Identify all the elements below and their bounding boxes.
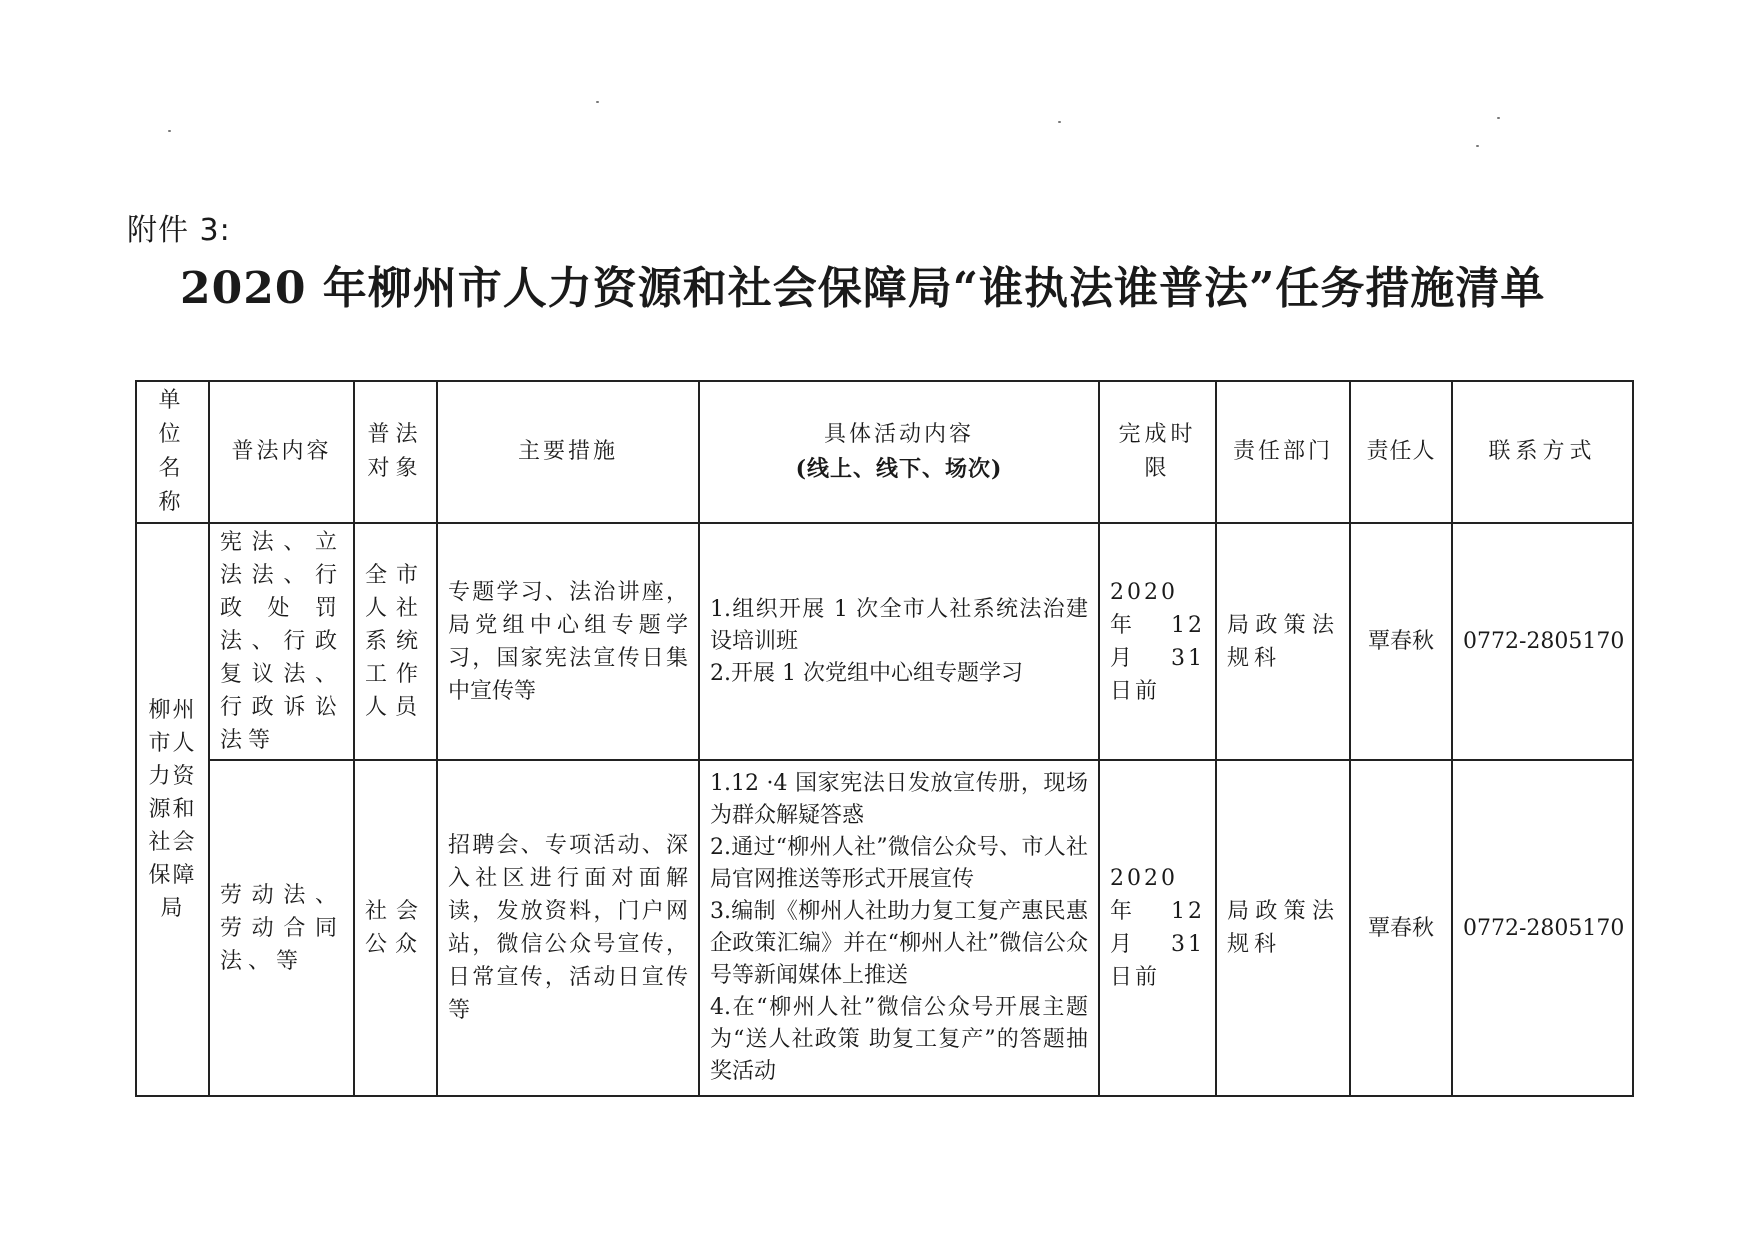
activity-item: 1.组织开展 1 次全市人社系统法治建设培训班 [710, 596, 1088, 654]
measures-cell: 专题学习、法治讲座，局党组中心组专题学习，国家宪法宣传日集中宣传等 [437, 523, 699, 760]
header-target: 普法对象 [354, 381, 437, 523]
activity-item: 2.通过“柳州人社”微信公众号、市人社局官网推送等形式开展宣传 [710, 835, 1088, 892]
header-measures: 主要措施 [437, 381, 699, 523]
activity-item: 2.开展 1 次党组中心组专题学习 [710, 660, 1023, 686]
department-cell: 局政策法规科 [1216, 523, 1350, 760]
law-content-cell: 宪法、立法法、行政处罚法、行政复议法、行政诉讼法等 [209, 523, 354, 760]
header-unit: 单位名称 [136, 381, 209, 523]
header-person: 责任人 [1350, 381, 1452, 523]
header-content: 普法内容 [209, 381, 354, 523]
activities-cell [699, 523, 1099, 760]
header-contact: 联系方式 [1452, 381, 1633, 523]
contact-cell: 0772-2805170 [1452, 760, 1633, 1096]
task-measures-table [135, 380, 1634, 1097]
document-title: 2020 年柳州市人力资源和社会保障局“谁执法谁普法”任务措施清单 [180, 263, 1546, 314]
person-cell: 覃春秋 [1350, 760, 1452, 1096]
scan-speck [1476, 145, 1479, 147]
scan-speck [168, 130, 171, 132]
attachment-label: 附件 3: [127, 213, 231, 248]
deadline-cell: 2020 年 12 月 31 日前 [1099, 760, 1216, 1096]
activity-item: 1.12 ·4 国家宪法日发放宣传册，现场为群众解疑答惑 [710, 771, 1088, 828]
header-deadline: 完成时限 [1099, 381, 1216, 523]
scan-speck [1497, 117, 1500, 119]
department-cell: 局政策法规科 [1216, 760, 1350, 1096]
activities-cell [699, 760, 1099, 1096]
person-cell: 覃春秋 [1350, 523, 1452, 760]
header-department: 责任部门 [1216, 381, 1350, 523]
table-row [136, 760, 1633, 1096]
target-audience-cell: 社会公众 [354, 760, 437, 1096]
table-row [136, 523, 1633, 760]
unit-name-cell: 柳州市人力资源和社会保障局 [136, 523, 209, 1096]
law-content-cell: 劳动法、劳动合同法、等 [209, 760, 354, 1096]
activity-item: 4.在“柳州人社”微信公众号开展主题为“送人社政策 助复工复产”的答题抽奖活动 [710, 995, 1088, 1084]
scan-speck [1058, 121, 1061, 123]
table-header-row [136, 381, 1633, 523]
scan-speck [596, 101, 599, 103]
activity-item: 3.编制《柳州人社助力复工复产惠民惠企政策汇编》并在“柳州人社”微信公众号等新闻媒体上推送 [710, 899, 1088, 988]
header-activities [699, 381, 1099, 523]
target-audience-cell: 全市人社系统工作人员 [354, 523, 437, 760]
measures-cell: 招聘会、专项活动、深入社区进行面对面解读，发放资料，门户网站，微信公众号宣传，日常宣传，活动日宣传等 [437, 760, 699, 1096]
header-activities-main: 具体活动内容 [823, 422, 974, 447]
header-activities-sub: (线上、线下、场次) [795, 456, 1003, 482]
contact-cell: 0772-2805170 [1452, 523, 1633, 760]
deadline-cell: 2020 年 12 月 31 日前 [1099, 523, 1216, 760]
